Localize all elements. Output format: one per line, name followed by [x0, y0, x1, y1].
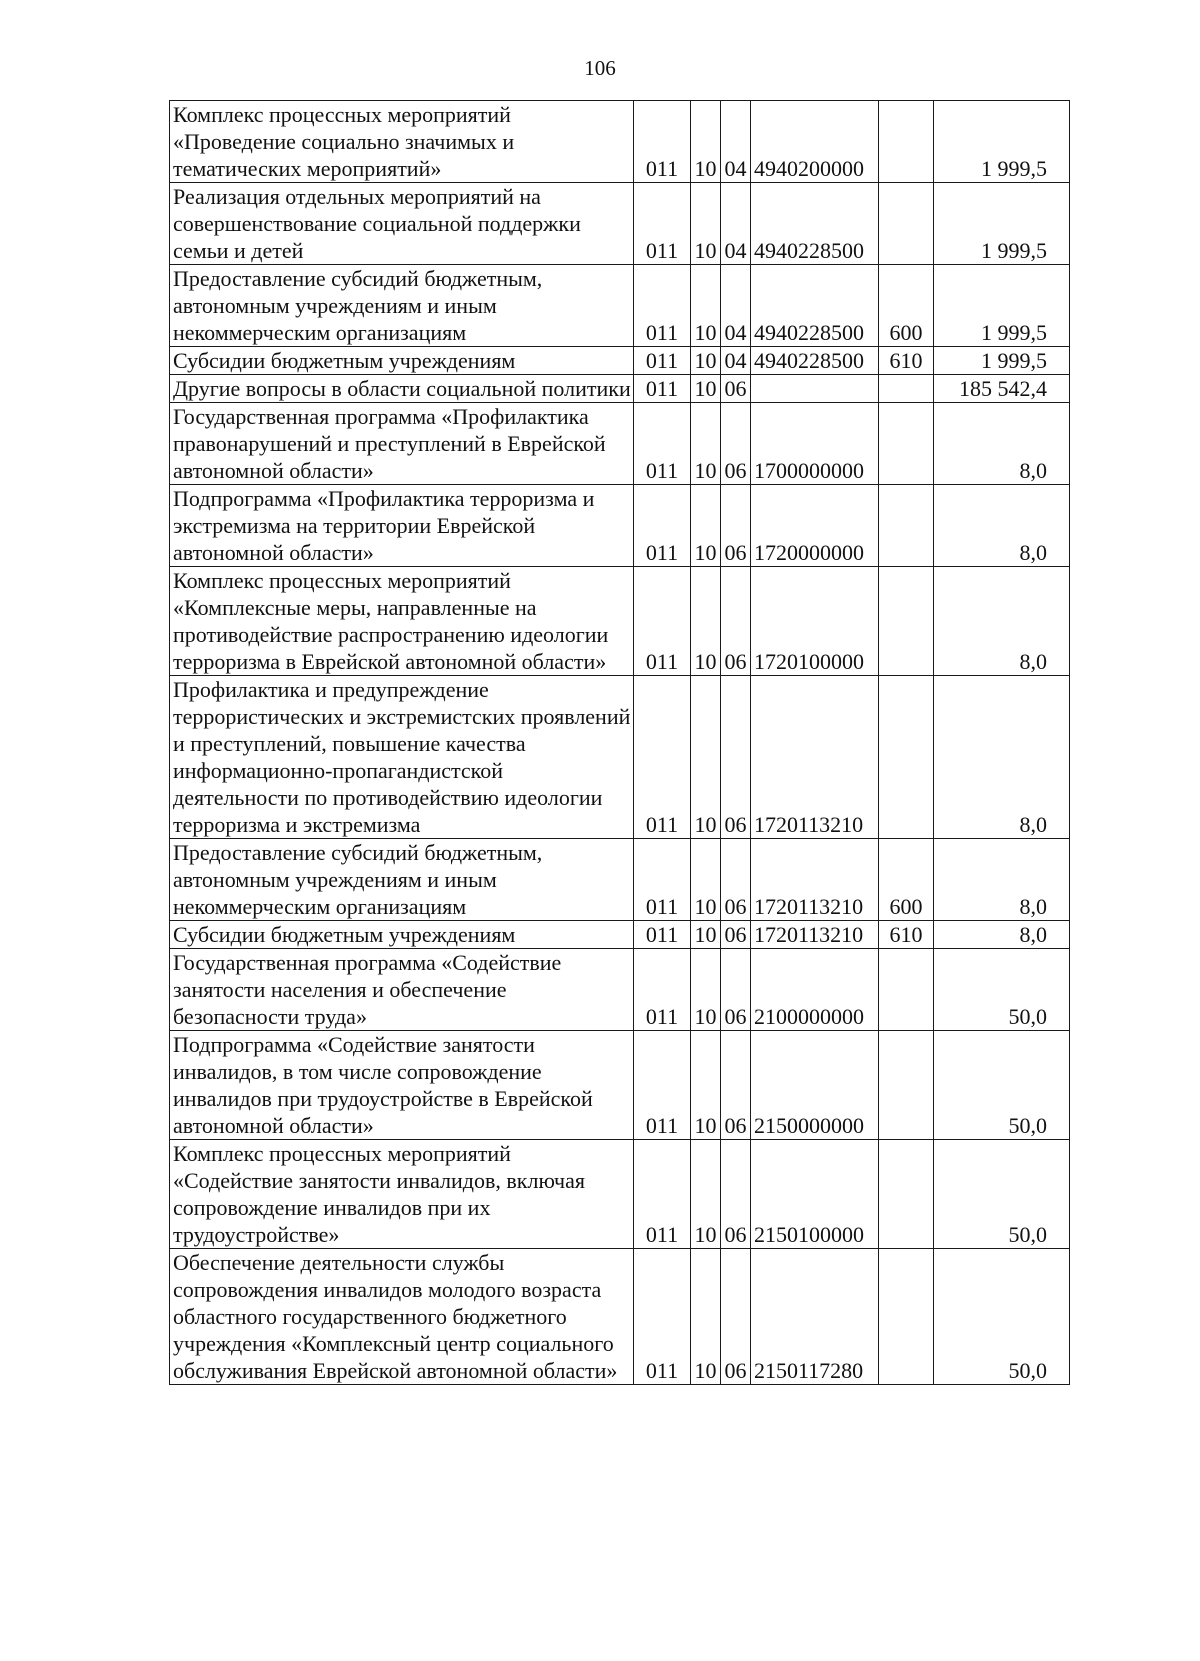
- section-code-cell: 10: [691, 839, 721, 921]
- target-article-code-cell: 2150100000: [751, 1140, 879, 1249]
- page-number: 106: [584, 56, 616, 80]
- subsection-code-cell: 06: [721, 676, 751, 839]
- department-code-cell: 011: [634, 1031, 691, 1140]
- target-article-code-cell: 1720000000: [751, 485, 879, 567]
- table-row: [170, 183, 1070, 265]
- amount-cell: 50,0: [934, 949, 1070, 1031]
- table-row: [170, 921, 1070, 949]
- amount-cell: 50,0: [934, 1140, 1070, 1249]
- expense-type-code-cell: 610: [879, 347, 934, 375]
- expense-name-cell: Подпрограмма «Содействие занятости инвалидов, в том числе сопровождение инвалидов при трудоустройстве в Еврейской автономной области»: [170, 1031, 634, 1140]
- section-code-cell: 10: [691, 265, 721, 347]
- section-code-cell: 10: [691, 1140, 721, 1249]
- expense-name-cell: Комплекс процессных мероприятий «Проведение социально значимых и тематических мероприятий»: [170, 101, 634, 183]
- amount-cell: 1 999,5: [934, 347, 1070, 375]
- subsection-code-cell: 06: [721, 949, 751, 1031]
- department-code-cell: 011: [634, 567, 691, 676]
- department-code-cell: 011: [634, 265, 691, 347]
- amount-cell: 1 999,5: [934, 265, 1070, 347]
- target-article-code-cell: 4940228500: [751, 347, 879, 375]
- table-body: [170, 101, 1070, 1385]
- expense-type-code-cell: [879, 1249, 934, 1385]
- subsection-code-cell: 06: [721, 567, 751, 676]
- table-row: [170, 1140, 1070, 1249]
- section-code-cell: 10: [691, 921, 721, 949]
- subsection-code-cell: 04: [721, 347, 751, 375]
- section-code-cell: 10: [691, 949, 721, 1031]
- target-article-code-cell: [751, 375, 879, 403]
- section-code-cell: 10: [691, 567, 721, 676]
- expense-type-code-cell: [879, 375, 934, 403]
- section-code-cell: 10: [691, 347, 721, 375]
- target-article-code-cell: 1720113210: [751, 676, 879, 839]
- target-article-code-cell: 4940200000: [751, 101, 879, 183]
- subsection-code-cell: 06: [721, 1031, 751, 1140]
- expense-name-cell: Государственная программа «Профилактика правонарушений и преступлений в Еврейской автономной области»: [170, 403, 634, 485]
- amount-cell: 1 999,5: [934, 183, 1070, 265]
- amount-cell: 1 999,5: [934, 101, 1070, 183]
- subsection-code-cell: 06: [721, 403, 751, 485]
- subsection-code-cell: 04: [721, 265, 751, 347]
- subsection-code-cell: 06: [721, 839, 751, 921]
- expense-name-cell: Реализация отдельных мероприятий на совершенствование социальной поддержки семьи и детей: [170, 183, 634, 265]
- expense-name-cell: Предоставление субсидий бюджетным, автономным учреждениям и иным некоммерческим организациям: [170, 839, 634, 921]
- subsection-code-cell: 06: [721, 485, 751, 567]
- expense-type-code-cell: [879, 183, 934, 265]
- section-code-cell: 10: [691, 676, 721, 839]
- department-code-cell: 011: [634, 921, 691, 949]
- target-article-code-cell: 1720113210: [751, 921, 879, 949]
- department-code-cell: 011: [634, 375, 691, 403]
- target-article-code-cell: 2150000000: [751, 1031, 879, 1140]
- amount-cell: 8,0: [934, 676, 1070, 839]
- table-row: [170, 1249, 1070, 1385]
- table-row: [170, 403, 1070, 485]
- subsection-code-cell: 04: [721, 101, 751, 183]
- amount-cell: 8,0: [934, 567, 1070, 676]
- target-article-code-cell: 4940228500: [751, 265, 879, 347]
- expense-name-cell: Субсидии бюджетным учреждениям: [170, 921, 634, 949]
- target-article-code-cell: 1720100000: [751, 567, 879, 676]
- expense-type-code-cell: [879, 485, 934, 567]
- expense-type-code-cell: 600: [879, 839, 934, 921]
- amount-cell: 8,0: [934, 921, 1070, 949]
- expense-type-code-cell: [879, 403, 934, 485]
- department-code-cell: 011: [634, 485, 691, 567]
- expense-type-code-cell: [879, 949, 934, 1031]
- expense-type-code-cell: [879, 1140, 934, 1249]
- subsection-code-cell: 04: [721, 183, 751, 265]
- section-code-cell: 10: [691, 485, 721, 567]
- expense-type-code-cell: [879, 676, 934, 839]
- expense-type-code-cell: [879, 567, 934, 676]
- table-row: [170, 265, 1070, 347]
- expense-name-cell: Государственная программа «Содействие занятости населения и обеспечение безопасности труда»: [170, 949, 634, 1031]
- subsection-code-cell: 06: [721, 1249, 751, 1385]
- table-row: [170, 485, 1070, 567]
- department-code-cell: 011: [634, 1249, 691, 1385]
- expense-type-code-cell: 600: [879, 265, 934, 347]
- table-row: [170, 676, 1070, 839]
- table-row: [170, 567, 1070, 676]
- section-code-cell: 10: [691, 1249, 721, 1385]
- expense-name-cell: Предоставление субсидий бюджетным, автономным учреждениям и иным некоммерческим организациям: [170, 265, 634, 347]
- target-article-code-cell: 2150117280: [751, 1249, 879, 1385]
- amount-cell: 50,0: [934, 1249, 1070, 1385]
- expense-name-cell: Подпрограмма «Профилактика терроризма и экстремизма на территории Еврейской автономной области»: [170, 485, 634, 567]
- department-code-cell: 011: [634, 839, 691, 921]
- section-code-cell: 10: [691, 1031, 721, 1140]
- table-row: [170, 949, 1070, 1031]
- target-article-code-cell: 4940228500: [751, 183, 879, 265]
- department-code-cell: 011: [634, 403, 691, 485]
- expense-type-code-cell: [879, 1031, 934, 1140]
- amount-cell: 8,0: [934, 403, 1070, 485]
- department-code-cell: 011: [634, 1140, 691, 1249]
- department-code-cell: 011: [634, 676, 691, 839]
- expense-name-cell: Профилактика и предупреждение террористических и экстремистских проявлений и преступлений, повышение качества информационно-пропагандистской деятельности по противодействию идеологии терроризма и экстремизма: [170, 676, 634, 839]
- amount-cell: 8,0: [934, 485, 1070, 567]
- subsection-code-cell: 06: [721, 375, 751, 403]
- section-code-cell: 10: [691, 375, 721, 403]
- target-article-code-cell: 2100000000: [751, 949, 879, 1031]
- department-code-cell: 011: [634, 183, 691, 265]
- section-code-cell: 10: [691, 101, 721, 183]
- expense-name-cell: Обеспечение деятельности службы сопровождения инвалидов молодого возраста областного государственного бюджетного учреждения «Комплексный центр социального обслуживания Еврейской автономной области»: [170, 1249, 634, 1385]
- target-article-code-cell: 1700000000: [751, 403, 879, 485]
- amount-cell: 8,0: [934, 839, 1070, 921]
- expense-type-code-cell: [879, 101, 934, 183]
- department-code-cell: 011: [634, 101, 691, 183]
- section-code-cell: 10: [691, 183, 721, 265]
- expense-name-cell: Субсидии бюджетным учреждениям: [170, 347, 634, 375]
- table-row: [170, 347, 1070, 375]
- amount-cell: 185 542,4: [934, 375, 1070, 403]
- budget-table: [169, 100, 1070, 1385]
- department-code-cell: 011: [634, 347, 691, 375]
- amount-cell: 50,0: [934, 1031, 1070, 1140]
- section-code-cell: 10: [691, 403, 721, 485]
- expense-type-code-cell: 610: [879, 921, 934, 949]
- table-row: [170, 1031, 1070, 1140]
- subsection-code-cell: 06: [721, 921, 751, 949]
- target-article-code-cell: 1720113210: [751, 839, 879, 921]
- subsection-code-cell: 06: [721, 1140, 751, 1249]
- table-row: [170, 839, 1070, 921]
- table-row: [170, 375, 1070, 403]
- department-code-cell: 011: [634, 949, 691, 1031]
- expense-name-cell: Комплекс процессных мероприятий «Содействие занятости инвалидов, включая сопровождение инвалидов при их трудоустройстве»: [170, 1140, 634, 1249]
- expense-name-cell: Комплекс процессных мероприятий «Комплексные меры, направленные на противодействие распространению идеологии терроризма в Еврейской автономной области»: [170, 567, 634, 676]
- table-row: [170, 101, 1070, 183]
- expense-name-cell: Другие вопросы в области социальной политики: [170, 375, 634, 403]
